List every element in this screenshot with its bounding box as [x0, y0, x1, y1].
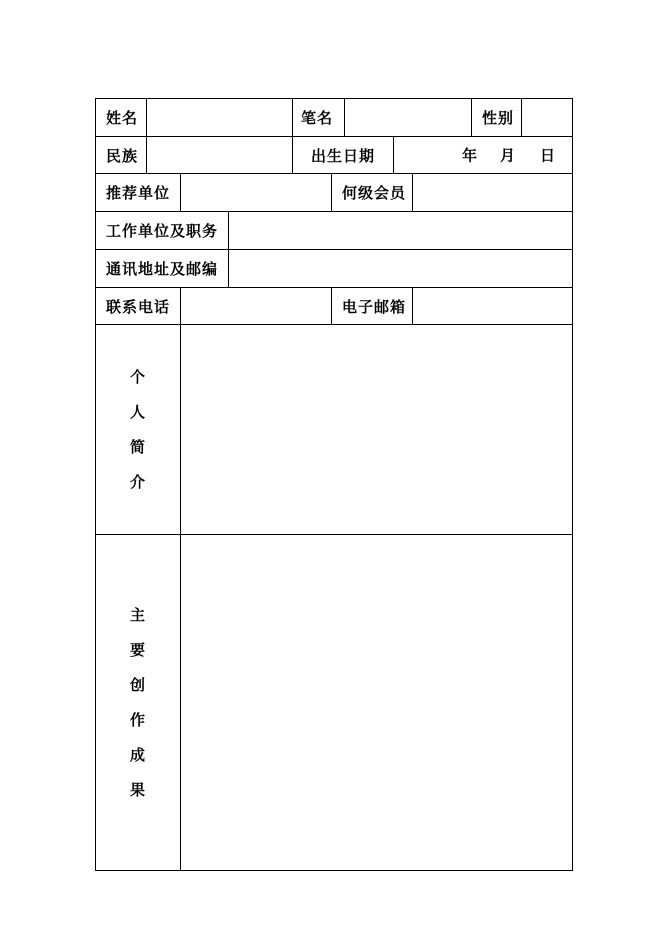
pen-name-field[interactable] [344, 99, 471, 136]
name-label: 姓名 [106, 109, 139, 127]
year-label: 年 [462, 146, 479, 165]
email-label: 电子邮箱 [331, 288, 412, 324]
works-field[interactable] [180, 535, 572, 870]
ethnicity-label: 民族 [106, 146, 139, 165]
row-recommender [96, 174, 572, 212]
month-label: 月 [500, 146, 517, 165]
bio-label-char: 简 [129, 437, 146, 456]
name-field[interactable] [146, 99, 292, 136]
row-address [96, 250, 572, 288]
works-label [96, 535, 180, 870]
recommender-field[interactable] [180, 174, 331, 211]
bio-label-char: 介 [129, 472, 146, 491]
row-bio [96, 325, 572, 535]
membership-field[interactable] [412, 174, 572, 211]
bio-label [96, 325, 180, 534]
works-label-char: 成 [129, 745, 146, 764]
pen-name-label: 笔名 [292, 99, 344, 136]
row-name [96, 99, 572, 137]
row-ethnicity-birth [96, 137, 572, 174]
phone-field[interactable] [180, 288, 331, 324]
birth-date-field[interactable] [393, 137, 572, 173]
email-field[interactable] [412, 288, 572, 324]
works-label-char: 果 [129, 780, 146, 799]
birth-date-label: 出生日期 [292, 137, 393, 173]
row-work [96, 212, 572, 250]
membership-label: 何级会员 [331, 174, 412, 211]
works-label-char: 要 [129, 640, 146, 659]
address-field[interactable] [228, 250, 572, 287]
row-works [96, 535, 572, 870]
bio-label-char: 个 [129, 367, 146, 386]
phone-label: 联系电话 [106, 297, 171, 316]
registration-form [95, 98, 573, 871]
ethnicity-field[interactable] [146, 137, 292, 173]
address-label: 通讯地址及邮编 [106, 260, 219, 278]
works-label-char: 作 [129, 710, 146, 729]
work-label: 工作单位及职务 [106, 222, 219, 240]
work-field[interactable] [228, 212, 572, 249]
works-label-char: 主 [129, 605, 146, 624]
bio-label-char: 人 [129, 402, 146, 421]
gender-field[interactable] [521, 99, 572, 136]
gender-label: 性别 [471, 99, 521, 136]
day-label: 日 [540, 146, 557, 165]
recommender-label: 推荐单位 [106, 184, 171, 202]
bio-field[interactable] [180, 325, 572, 534]
works-label-char: 创 [129, 675, 146, 694]
row-contact [96, 288, 572, 325]
